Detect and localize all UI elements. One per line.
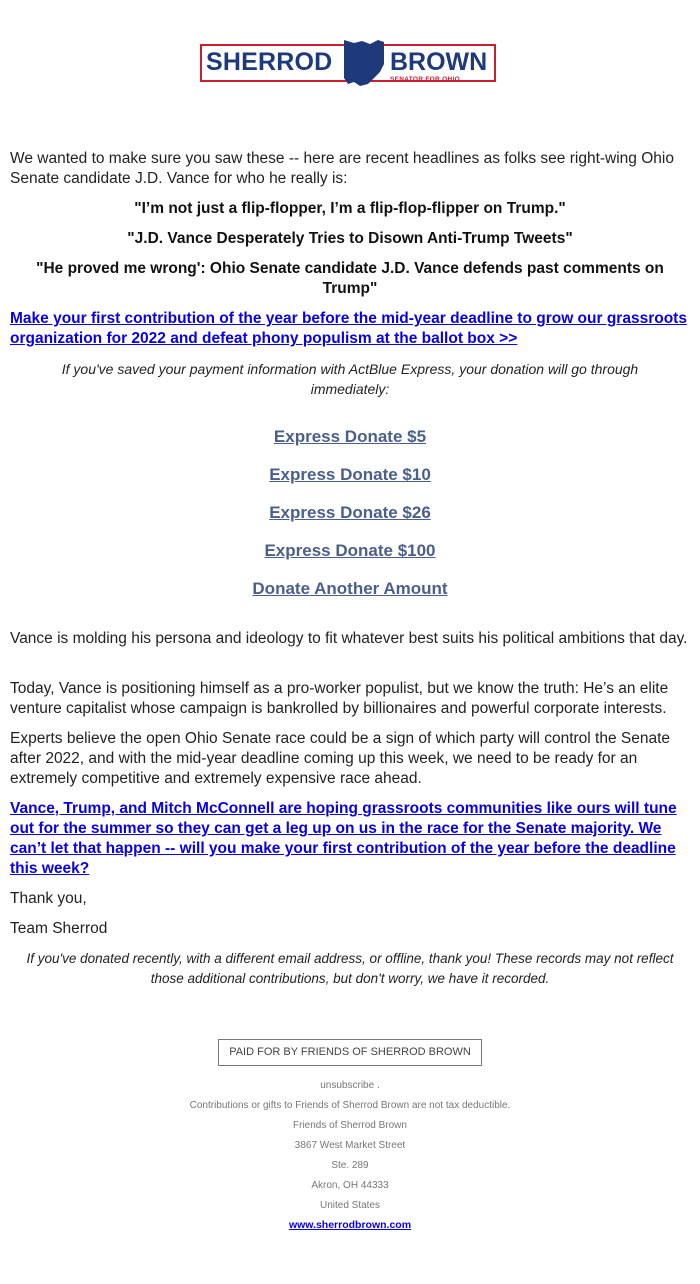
paid-for-box: PAID FOR BY FRIENDS OF SHERROD BROWN bbox=[218, 1039, 482, 1066]
footer-suite: Ste. 289 bbox=[331, 1160, 369, 1171]
website-link[interactable]: www.sherrodbrown.com bbox=[288, 1219, 412, 1231]
express-donate-10-link[interactable]: Express Donate $10 bbox=[269, 465, 431, 484]
logo-right-word: BROWN bbox=[390, 48, 488, 76]
intro-paragraph: We wanted to make sure you saw these -- here are recent headlines as folks see right-wing Ohio Senate candidate J.D. Vance for who he really is: bbox=[10, 150, 674, 187]
actblue-note: If you've saved your payment information with ActBlue Express, your donation will go through immediately: bbox=[61, 361, 639, 397]
sherrod-brown-logo bbox=[200, 40, 500, 88]
footer-org: Friends of Sherrod Brown bbox=[293, 1120, 407, 1131]
logo-subtitle: SENATOR FOR OHIO bbox=[390, 76, 460, 83]
tax-note: Contributions or gifts to Friends of Sherrod Brown are not tax deductible. bbox=[189, 1100, 511, 1111]
body-paragraph-1: Vance is molding his persona and ideology to fit whatever best suits his political ambitions that day. bbox=[10, 630, 688, 647]
unsubscribe-link[interactable]: unsubscribe . bbox=[320, 1080, 380, 1091]
signoff: Thank you, bbox=[10, 890, 87, 907]
headline-1: "I’m not just a flip-flopper, I’m a flip-flop-flipper on Trump." bbox=[134, 200, 566, 217]
donation-disclaimer: If you've donated recently, with a different email address, or offline, thank you! These records may not reflect those additional contributions, but don't worry, we have it recorded. bbox=[26, 951, 674, 986]
contribute-link-1[interactable]: Make your first contribution of the year before the mid-year deadline to grow our grassroots organization for 2022 and defeat phony populism at the ballot box >> bbox=[10, 310, 687, 347]
body-paragraph-3: Experts believe the open Ohio Senate race could be a sign of which party will control the Senate after 2022, and with the mid-year deadline coming up this week, we need to be ready for an extremely competitive and extremely expensive race ahead. bbox=[10, 730, 671, 787]
express-donate-5-link[interactable]: Express Donate $5 bbox=[273, 427, 427, 446]
logo-left-word: SHERROD bbox=[206, 48, 333, 76]
footer-street: 3867 West Market Street bbox=[294, 1140, 406, 1151]
express-donate-26-link[interactable]: Express Donate $26 bbox=[269, 503, 431, 522]
headline-3: "He proved me wrong': Ohio Senate candidate J.D. Vance defends past comments on Trump" bbox=[36, 260, 664, 297]
signature: Team Sherrod bbox=[10, 920, 108, 937]
body-paragraph-2: Today, Vance is positioning himself as a pro-worker populist, but we know the truth: He’s an elite venture capitalist whose campaign is bankrolled by billionaires and powerful corporate interests. bbox=[10, 680, 669, 717]
footer-country: United States bbox=[319, 1200, 381, 1211]
contribute-link-2[interactable]: Vance, Trump, and Mitch McConnell are hoping grassroots communities like ours will tune out for the summer so they can get a leg up on us in the race for the Senate majority. We can’t let that happen -- will you make your first contribution of the year before the deadline this week? bbox=[10, 800, 677, 877]
ohio-state-icon bbox=[340, 38, 386, 88]
footer-city: Akron, OH 44333 bbox=[311, 1180, 389, 1191]
donate-another-amount-link[interactable]: Donate Another Amount bbox=[252, 579, 448, 598]
express-donate-100-link[interactable]: Express Donate $100 bbox=[264, 541, 436, 560]
headline-2: "J.D. Vance Desperately Tries to Disown Anti-Trump Tweets" bbox=[127, 230, 573, 247]
